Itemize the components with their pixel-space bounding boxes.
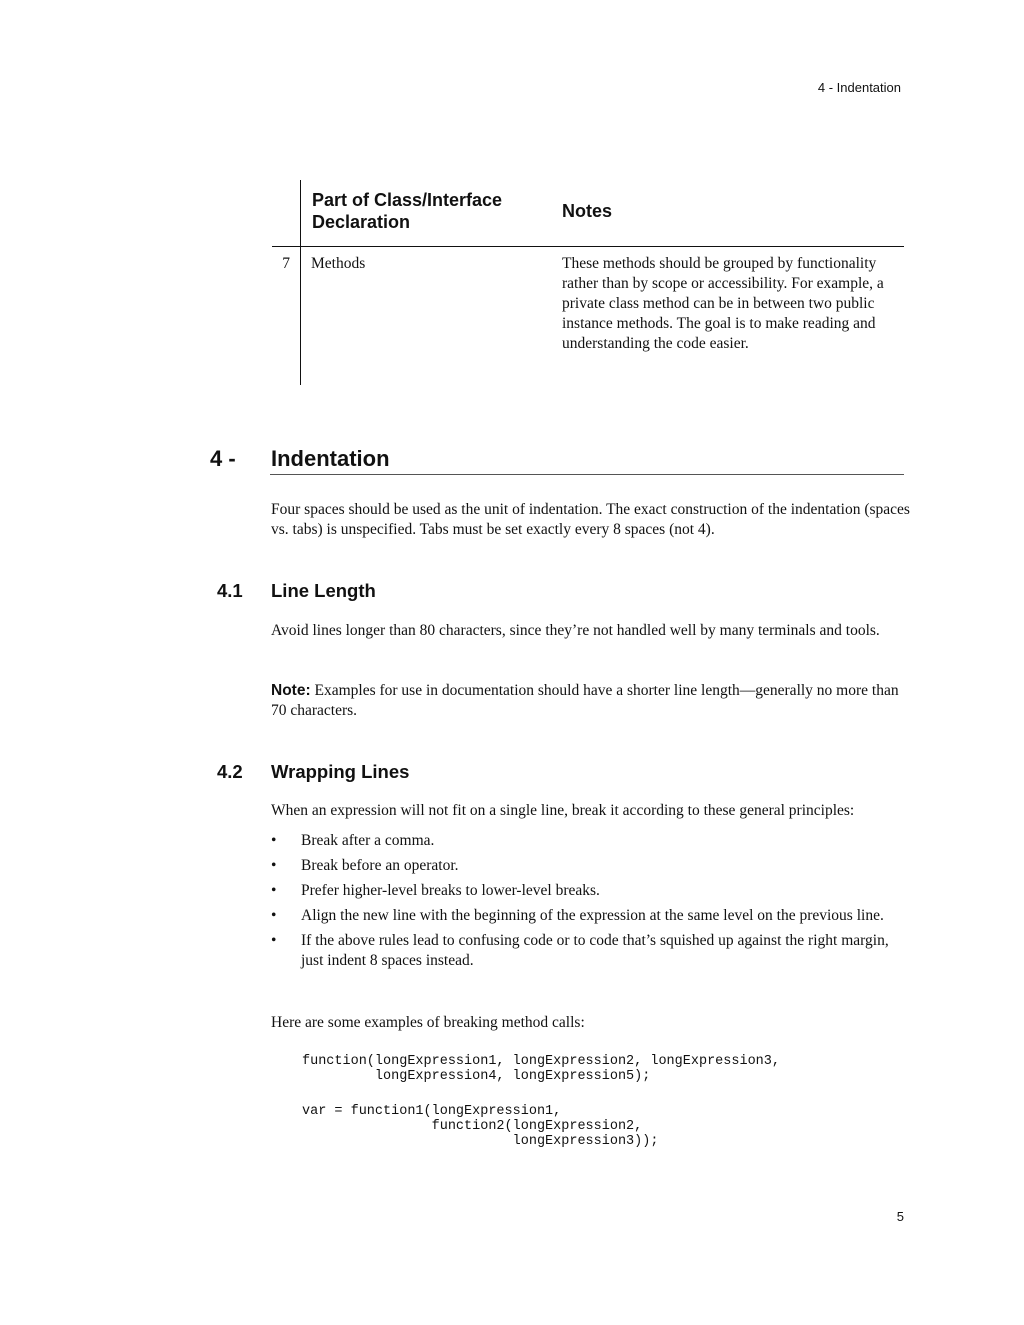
bullet-icon: •: [271, 857, 277, 874]
code-example-1: function(longExpression1, longExpression2, longExpression3, longExpression4, longExpression5);: [302, 1054, 780, 1084]
list-item: • If the above rules lead to confusing code or to code that’s squished up against the right margin, just indent 8 spaces instead.: [271, 932, 889, 969]
bullet-icon: •: [271, 832, 277, 849]
code-example-2: var = function1(longExpression1, function2(longExpression2, longExpression3));: [302, 1104, 659, 1149]
section-4-1-number: 4.1: [217, 580, 243, 601]
running-header: 4 - Indentation: [817, 80, 901, 95]
table-cell-part: Methods: [311, 255, 366, 272]
list-item: • Align the new line with the beginning of the expression at the same level on the previous line.: [271, 907, 884, 924]
bullet-icon: •: [271, 907, 277, 924]
table-header-part: Part of Class/Interface Declaration: [312, 190, 503, 232]
section-4-2-number: 4.2: [217, 761, 243, 782]
bullet-icon: •: [271, 882, 277, 899]
section-4-rule: [270, 474, 904, 475]
bullet-icon: •: [271, 932, 277, 949]
list-item: • Break after a comma.: [271, 832, 435, 849]
table-cell-notes: These methods should be grouped by functionality rather than by scope or accessibility. For example, a private class method can be in between two public instance methods. The goal is to make reading and understanding the code easier.: [562, 255, 884, 352]
section-4-number: 4 -: [210, 446, 236, 471]
table-cell-number: 7: [282, 255, 290, 272]
list-item: • Prefer higher-level breaks to lower-level breaks.: [271, 882, 600, 899]
note-label: Note:: [271, 682, 311, 699]
section-4-body: Four spaces should be used as the unit of indentation. The exact construction of the indentation (spaces vs. tabs) is unspecified. Tabs must be set exactly every 8 spaces (not 4).: [271, 501, 910, 538]
list-item: • Break before an operator.: [271, 857, 459, 874]
note-text: Examples for use in documentation should have a shorter line length—generally no more than 70 characters.: [271, 682, 899, 719]
section-4-2-intro: When an expression will not fit on a single line, break it according to these general principles:: [271, 802, 855, 819]
section-4-title: Indentation: [271, 446, 390, 471]
examples-intro: Here are some examples of breaking method calls:: [271, 1014, 585, 1031]
principles-list: [271, 831, 911, 976]
page-number: 5: [896, 1209, 904, 1224]
section-4-1-body: Avoid lines longer than 80 characters, since they’re not handled well by many terminals and tools.: [271, 622, 880, 639]
table-header-rule: [272, 246, 904, 247]
section-4-2-title: Wrapping Lines: [271, 761, 410, 782]
section-4-1-title: Line Length: [271, 580, 376, 601]
table-header-notes: Notes: [562, 201, 613, 221]
section-4-1-note: [271, 681, 911, 721]
table-vertical-rule: [300, 180, 301, 385]
